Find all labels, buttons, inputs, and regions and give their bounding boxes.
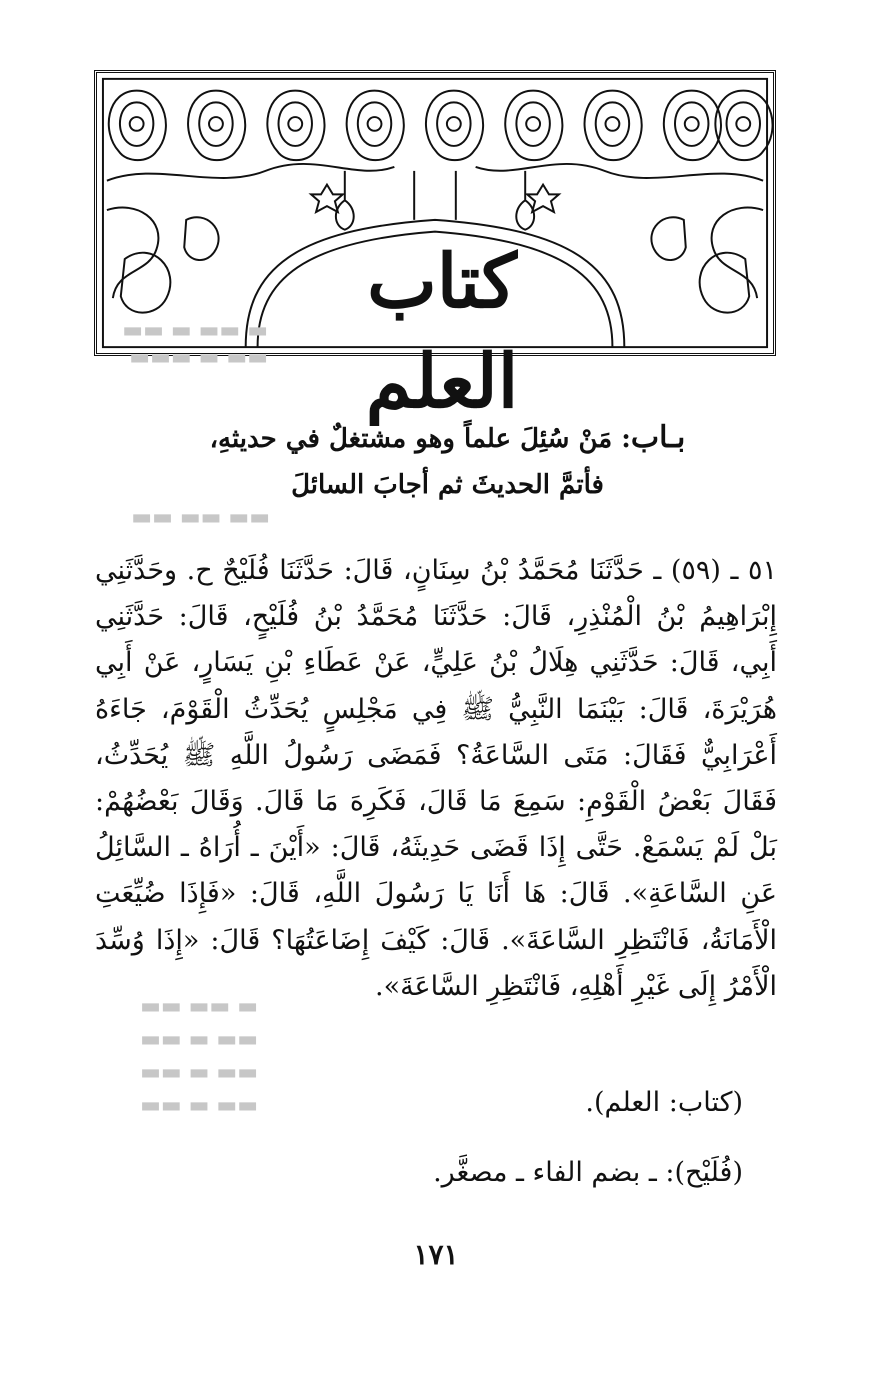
bleed-through-mark: ▬ ▬▬ ▬▬ ▬▬ ▬ ▬▬ ▬▬ ▬ ▬▬ ▬▬ ▬ ▬▬ xyxy=(140,994,258,1118)
note-fulayh: (فُلَيْح): ـ بضم الفاء ـ مصغَّر. xyxy=(433,1157,743,1188)
bleed-through-mark: ▬▬ ▬▬ ▬▬ xyxy=(131,505,270,530)
page-number: ١٧١ xyxy=(413,1238,459,1271)
chapter-title-part-2: فأتمَّ الحديثَ ثم أجابَ السائلَ xyxy=(291,470,604,500)
hadith-text: ٥١ ـ (٥٩) ـ حَدَّثَنَا مُحَمَّدُ بْنُ سِنَانٍ، قَالَ: حَدَّثَنَا فُلَيْحٌ ح. وحَدَّثَنِي إِبْرَاهِيمُ بْنُ الْمُنْذِرِ، قَالَ: حَدَّثَنَا مُحَمَّدُ بْنُ فُلَيْحٍ، قَالَ: حَدَّثَنِي أَبِي، قَالَ: حَدَّثَنِي هِلَالُ بْنُ عَلِيٍّ، عَنْ عَطَاءِ بْنِ يَسَارٍ، عَنْ أَبِي هُرَيْرَةَ، قَالَ: بَيْنَمَا النَّبِيُّ ﷺ فِي مَجْلِسٍ يُحَدِّثُ الْقَوْمَ، جَاءَهُ أَعْرَابِيٌّ فَقَالَ: مَتَى السَّاعَةُ؟ فَمَضَى رَسُولُ اللَّهِ ﷺ يُحَدِّثُ، فَقَالَ بَعْضُ الْقَوْمِ: سَمِعَ مَا قَالَ، فَكَرِهَ مَا قَالَ. وَقَالَ بَعْضُهُمْ: بَلْ لَمْ يَسْمَعْ. حَتَّى إِذَا قَضَى حَدِيثَهُ، قَالَ: «أَيْنَ ـ أُرَاهُ ـ السَّائِلُ عَنِ السَّاعَةِ». قَالَ: هَا أَنَا يَا رَسُولَ اللَّهِ، قَالَ: «فَإِذَا ضُيِّعَتِ الْأَمَانَةُ، فَانْتَظِرِ السَّاعَةَ». قَالَ: كَيْفَ إِضَاعَتُهَا؟ قَالَ: «إِذَا وُسِّدَ الْأَمْرُ إِلَى غَيْرِ أَهْلِهِ، فَانْتَظِرِ السَّاعَةَ». xyxy=(95,555,778,1002)
chapter-heading-line-2 xyxy=(150,470,745,514)
note-book: (كتاب: العلم). xyxy=(585,1087,743,1118)
bleed-through-mark: ▬▬ ▬ ▬▬▬ xyxy=(129,345,268,370)
chapter-title-part-1: : مَنْ سُئِلَ علماً وهو مشتغلٌ في حديثهِ، xyxy=(209,424,631,454)
book-title: كتاب العلم xyxy=(365,239,519,425)
chapter-heading-line-1 xyxy=(150,420,745,464)
bleed-through-mark: ▬ ▬▬ ▬ ▬▬ xyxy=(122,318,268,343)
chapter-label: بـاب xyxy=(630,420,686,455)
